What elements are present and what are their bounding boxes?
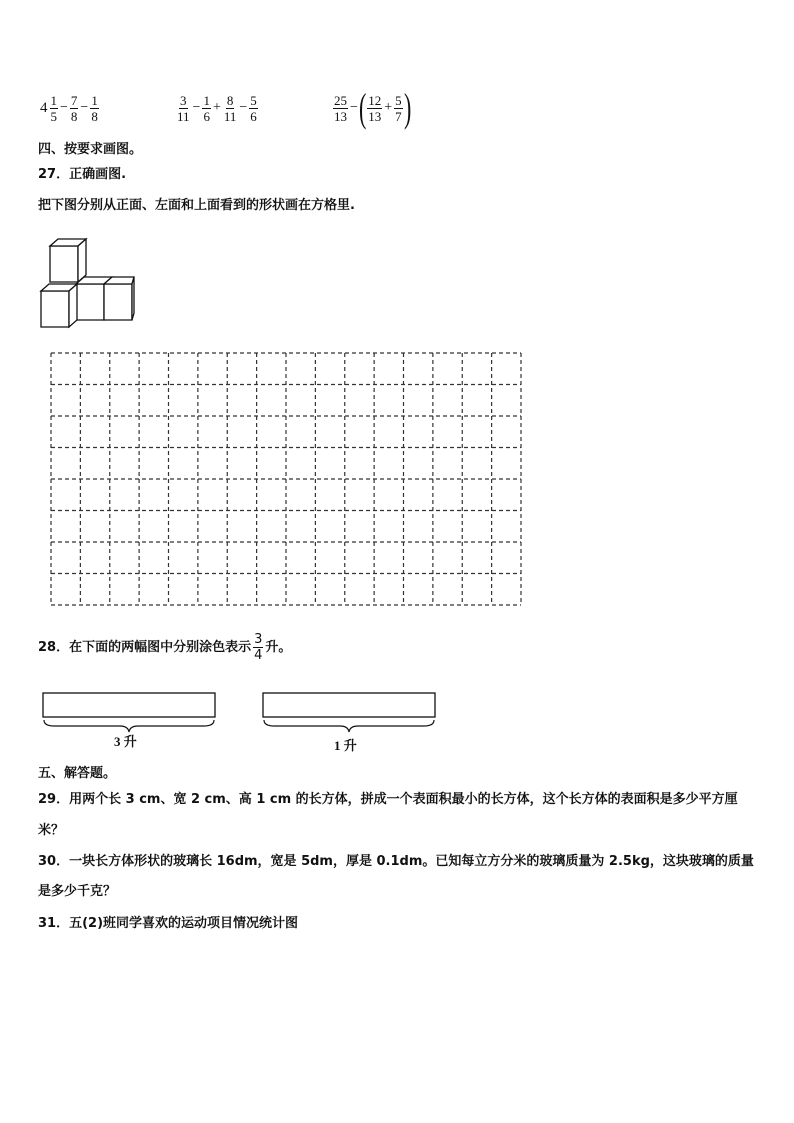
fraction: $\frac{7}{8}$ — [70, 92, 78, 124]
bar-3-liters[interactable] — [40, 690, 218, 734]
expression-3 — [332, 86, 411, 130]
right-paren: ) — [403, 85, 411, 130]
drawing-grid[interactable] — [50, 352, 522, 606]
fraction: $\frac{5}{6}$ — [250, 92, 257, 124]
fraction: $\frac{8}{11}$ — [223, 92, 237, 124]
expression-2 — [175, 86, 259, 130]
operator: − — [60, 100, 68, 115]
expression-1 — [40, 86, 100, 130]
question-30-line-1: 30．一块长方体形状的玻璃长 16dm，宽是 5dm，厚是 0.1dm。已知每立方分米的玻璃质量为 2.5kg，这块玻璃的质量 — [38, 854, 754, 869]
operator: + — [212, 100, 221, 115]
question-27-title: 27．正确画图. — [38, 167, 127, 182]
left-paren: ( — [358, 85, 367, 130]
operator: − — [350, 100, 358, 115]
bar-1-liter[interactable] — [260, 690, 438, 734]
question-28: 28．在下面的两幅图中分别涂色表示 $\frac{3}{4}$ 升。 — [38, 632, 292, 663]
operator: − — [80, 100, 89, 115]
cube-stack-figure — [38, 236, 138, 330]
bar-1-label: 3 升 — [114, 734, 137, 749]
fraction: $\frac{25}{13}$ — [334, 92, 347, 124]
question-29-line-2: 米？ — [38, 823, 65, 838]
question-27-instruction: 把下图分别从正面、左面和上面看到的形状画在方格里. — [38, 198, 355, 213]
whole-number: 4 — [40, 99, 48, 116]
bar-2-label: 1 升 — [334, 738, 357, 753]
fraction: $\frac{3}{4}$ — [254, 632, 263, 663]
section-heading-5: 五、解答题。 — [38, 766, 117, 781]
question-29-line-1: 29．用两个长 3 cm、宽 2 cm、高 1 cm 的长方体，拼成一个表面积最小的长方体，这个长方体的表面积是多少平方厘 — [38, 792, 738, 807]
operator: − — [192, 100, 201, 115]
fraction: $\frac{5}{7}$ — [395, 92, 402, 124]
question-30-line-2: 是多少千克？ — [38, 884, 117, 899]
operator: − — [239, 100, 248, 115]
fraction: $\frac{1}{8}$ — [91, 92, 98, 124]
fraction: $\frac{1}{6}$ — [203, 92, 210, 124]
fraction: $\frac{1}{5}$ — [50, 92, 57, 124]
section-heading-4: 四、按要求画图。 — [38, 142, 143, 157]
fraction: $\frac{12}{13}$ — [368, 92, 382, 124]
fraction: $\frac{3}{11}$ — [177, 92, 190, 124]
question-31: 31．五(2)班同学喜欢的运动项目情况统计图 — [38, 916, 299, 931]
operator: + — [384, 100, 393, 115]
